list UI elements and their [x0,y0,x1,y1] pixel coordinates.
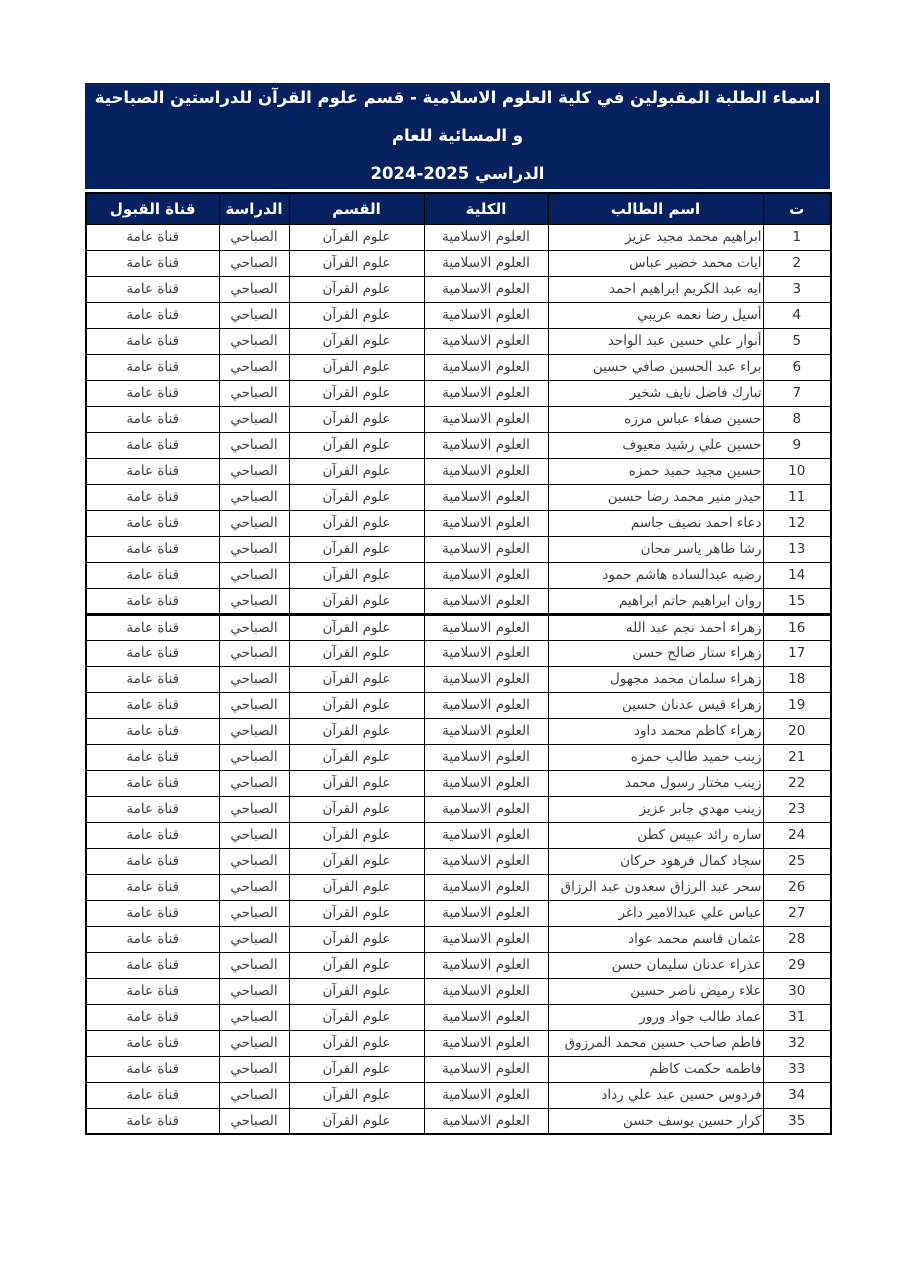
cell-name: زهراء قيس عدنان حسين [548,692,763,718]
column-header-name: اسم الطالب [548,193,763,224]
cell-college: العلوم الاسلامية [424,770,548,796]
table-row [86,952,831,978]
table-row [86,588,831,614]
cell-college: العلوم الاسلامية [424,458,548,484]
cell-channel: قناة عامة [86,640,219,666]
table-row [86,978,831,1004]
cell-study: الصباحي [219,536,289,562]
cell-name: روان ابراهيم حاتم ابراهيم [548,588,763,614]
cell-college: العلوم الاسلامية [424,432,548,458]
cell-college: العلوم الاسلامية [424,796,548,822]
cell-name: دعاء احمد نصيف جاسم [548,510,763,536]
cell-channel: قناة عامة [86,1082,219,1108]
cell-department: علوم القرآن [289,406,424,432]
cell-index: 10 [763,458,831,484]
cell-department: علوم القرآن [289,822,424,848]
column-header-study: الدراسة [219,193,289,224]
table-row [86,718,831,744]
cell-name: تبارك فاضل نايف شخير [548,380,763,406]
cell-index: 19 [763,692,831,718]
table-row [86,822,831,848]
cell-college: العلوم الاسلامية [424,874,548,900]
cell-name: كرار حسين يوسف حسن [548,1108,763,1134]
document-title-line1: اسماء الطلبة المقبولين في كلية العلوم الاسلامية - قسم علوم القرآن للدراستين الصباحية و المسائية للعام [94,88,821,145]
cell-channel: قناة عامة [86,224,219,250]
cell-channel: قناة عامة [86,328,219,354]
cell-name: ابراهيم محمد مجيد عزيز [548,224,763,250]
cell-college: العلوم الاسلامية [424,536,548,562]
cell-college: العلوم الاسلامية [424,744,548,770]
cell-department: علوم القرآن [289,328,424,354]
cell-department: علوم القرآن [289,614,424,640]
cell-college: العلوم الاسلامية [424,484,548,510]
document-title-line2: الدراسي 2025-2024 [370,164,545,183]
cell-index: 12 [763,510,831,536]
table-row [86,1004,831,1030]
cell-department: علوم القرآن [289,926,424,952]
table-row [86,640,831,666]
cell-index: 28 [763,926,831,952]
cell-channel: قناة عامة [86,380,219,406]
cell-department: علوم القرآن [289,588,424,614]
cell-name: ايات محمد خضير عباس [548,250,763,276]
table-row [86,926,831,952]
cell-channel: قناة عامة [86,744,219,770]
cell-channel: قناة عامة [86,926,219,952]
cell-index: 26 [763,874,831,900]
cell-study: الصباحي [219,952,289,978]
cell-department: علوم القرآن [289,250,424,276]
cell-channel: قناة عامة [86,874,219,900]
cell-department: علوم القرآن [289,536,424,562]
cell-study: الصباحي [219,666,289,692]
cell-name: سحر عبد الرزاق سعدون عبد الرزاق [548,874,763,900]
cell-study: الصباحي [219,354,289,380]
cell-index: 16 [763,614,831,640]
table-row [86,848,831,874]
cell-name: زينب حميد طالب حمزه [548,744,763,770]
cell-name: حسين علي رشيد معيوف [548,432,763,458]
cell-channel: قناة عامة [86,614,219,640]
cell-study: الصباحي [219,302,289,328]
cell-college: العلوم الاسلامية [424,692,548,718]
cell-name: عماد طالب جواد ورور [548,1004,763,1030]
cell-name: ايه عبد الكريم ابراهيم احمد [548,276,763,302]
cell-college: العلوم الاسلامية [424,250,548,276]
table-row [86,1056,831,1082]
cell-index: 13 [763,536,831,562]
cell-college: العلوم الاسلامية [424,276,548,302]
cell-channel: قناة عامة [86,302,219,328]
cell-name: فاطمه حكمت كاظم [548,1056,763,1082]
cell-college: العلوم الاسلامية [424,822,548,848]
cell-college: العلوم الاسلامية [424,380,548,406]
cell-channel: قناة عامة [86,848,219,874]
document-title [85,83,830,189]
cell-department: علوم القرآن [289,770,424,796]
cell-study: الصباحي [219,1082,289,1108]
cell-study: الصباحي [219,250,289,276]
cell-name: علاء رميض ناصر حسين [548,978,763,1004]
cell-channel: قناة عامة [86,952,219,978]
table-row [86,458,831,484]
cell-name: أسيل رضا نعمه عريبي [548,302,763,328]
cell-study: الصباحي [219,380,289,406]
table-row [86,744,831,770]
table-header-row [86,193,831,224]
cell-department: علوم القرآن [289,484,424,510]
cell-index: 34 [763,1082,831,1108]
cell-study: الصباحي [219,406,289,432]
cell-index: 1 [763,224,831,250]
cell-name: فردوس حسين عبد علي رداد [548,1082,763,1108]
cell-channel: قناة عامة [86,276,219,302]
cell-index: 7 [763,380,831,406]
cell-channel: قناة عامة [86,250,219,276]
table-row [86,562,831,588]
cell-index: 24 [763,822,831,848]
cell-channel: قناة عامة [86,536,219,562]
cell-college: العلوم الاسلامية [424,1030,548,1056]
cell-index: 25 [763,848,831,874]
cell-department: علوم القرآن [289,692,424,718]
students-table [85,192,832,1135]
table-row [86,250,831,276]
cell-college: العلوم الاسلامية [424,640,548,666]
cell-department: علوم القرآن [289,432,424,458]
cell-index: 20 [763,718,831,744]
cell-college: العلوم الاسلامية [424,406,548,432]
cell-department: علوم القرآن [289,224,424,250]
table-row [86,406,831,432]
cell-department: علوم القرآن [289,458,424,484]
cell-study: الصباحي [219,640,289,666]
table-row [86,692,831,718]
cell-study: الصباحي [219,1056,289,1082]
cell-college: العلوم الاسلامية [424,354,548,380]
table-row [86,328,831,354]
cell-name: عثمان قاسم محمد عواد [548,926,763,952]
cell-channel: قناة عامة [86,510,219,536]
cell-study: الصباحي [219,224,289,250]
cell-study: الصباحي [219,458,289,484]
cell-college: العلوم الاسلامية [424,224,548,250]
cell-study: الصباحي [219,328,289,354]
cell-college: العلوم الاسلامية [424,978,548,1004]
cell-channel: قناة عامة [86,406,219,432]
cell-index: 8 [763,406,831,432]
cell-name: زهراء كاظم محمد داود [548,718,763,744]
table-row [86,874,831,900]
cell-department: علوم القرآن [289,276,424,302]
cell-department: علوم القرآن [289,744,424,770]
cell-name: زهراء احمد نجم عبد الله [548,614,763,640]
cell-study: الصباحي [219,1030,289,1056]
cell-index: 14 [763,562,831,588]
table-row [86,380,831,406]
cell-department: علوم القرآن [289,978,424,1004]
cell-study: الصباحي [219,796,289,822]
table-row [86,536,831,562]
cell-department: علوم القرآن [289,1030,424,1056]
cell-department: علوم القرآن [289,354,424,380]
cell-index: 30 [763,978,831,1004]
cell-department: علوم القرآن [289,900,424,926]
cell-name: حسين صفاء عباس مرزه [548,406,763,432]
table-row [86,484,831,510]
cell-study: الصباحي [219,978,289,1004]
cell-channel: قناة عامة [86,354,219,380]
cell-index: 29 [763,952,831,978]
cell-college: العلوم الاسلامية [424,952,548,978]
table-row [86,432,831,458]
cell-index: 5 [763,328,831,354]
table-row [86,354,831,380]
cell-college: العلوم الاسلامية [424,328,548,354]
table-body [86,224,831,1134]
cell-channel: قناة عامة [86,718,219,744]
cell-name: ساره رائد عبيس كطن [548,822,763,848]
table-row [86,666,831,692]
cell-college: العلوم الاسلامية [424,588,548,614]
table-row [86,1108,831,1134]
column-header-index: ت [763,193,831,224]
cell-department: علوم القرآن [289,510,424,536]
cell-department: علوم القرآن [289,874,424,900]
cell-channel: قناة عامة [86,666,219,692]
cell-channel: قناة عامة [86,1004,219,1030]
cell-index: 33 [763,1056,831,1082]
cell-channel: قناة عامة [86,796,219,822]
cell-study: الصباحي [219,848,289,874]
cell-department: علوم القرآن [289,848,424,874]
cell-name: زهراء ستار صالح حسن [548,640,763,666]
cell-study: الصباحي [219,276,289,302]
cell-channel: قناة عامة [86,692,219,718]
cell-name: زينب مختار رسول محمد [548,770,763,796]
cell-study: الصباحي [219,1004,289,1030]
cell-channel: قناة عامة [86,1030,219,1056]
table-row [86,614,831,640]
cell-college: العلوم الاسلامية [424,926,548,952]
cell-college: العلوم الاسلامية [424,1056,548,1082]
cell-name: فاطم صاحب حسين محمد المرزوق [548,1030,763,1056]
cell-study: الصباحي [219,718,289,744]
cell-channel: قناة عامة [86,432,219,458]
cell-index: 23 [763,796,831,822]
cell-college: العلوم الاسلامية [424,1004,548,1030]
cell-channel: قناة عامة [86,562,219,588]
table-row [86,900,831,926]
cell-index: 9 [763,432,831,458]
cell-study: الصباحي [219,432,289,458]
cell-college: العلوم الاسلامية [424,1108,548,1134]
cell-index: 15 [763,588,831,614]
cell-college: العلوم الاسلامية [424,562,548,588]
cell-college: العلوم الاسلامية [424,718,548,744]
cell-study: الصباحي [219,926,289,952]
cell-name: رشا طاهر ياسر محان [548,536,763,562]
cell-college: العلوم الاسلامية [424,900,548,926]
cell-department: علوم القرآن [289,952,424,978]
cell-study: الصباحي [219,484,289,510]
table-row [86,1082,831,1108]
cell-channel: قناة عامة [86,588,219,614]
cell-index: 4 [763,302,831,328]
cell-index: 31 [763,1004,831,1030]
cell-index: 21 [763,744,831,770]
cell-channel: قناة عامة [86,1108,219,1134]
cell-college: العلوم الاسلامية [424,302,548,328]
table-row [86,224,831,250]
cell-index: 35 [763,1108,831,1134]
cell-department: علوم القرآن [289,380,424,406]
cell-college: العلوم الاسلامية [424,614,548,640]
cell-study: الصباحي [219,822,289,848]
cell-channel: قناة عامة [86,770,219,796]
cell-index: 3 [763,276,831,302]
cell-department: علوم القرآن [289,666,424,692]
cell-department: علوم القرآن [289,1082,424,1108]
cell-study: الصباحي [219,770,289,796]
table-row [86,510,831,536]
cell-name: عباس علي عبدالامير داغر [548,900,763,926]
cell-study: الصباحي [219,614,289,640]
cell-name: أنوار علي حسين عبد الواحد [548,328,763,354]
cell-channel: قناة عامة [86,1056,219,1082]
table-row [86,1030,831,1056]
cell-index: 22 [763,770,831,796]
cell-name: براء عبد الحسين صافي حسين [548,354,763,380]
cell-index: 2 [763,250,831,276]
cell-department: علوم القرآن [289,796,424,822]
cell-college: العلوم الاسلامية [424,510,548,536]
column-header-channel: قناة القبول [86,193,219,224]
cell-study: الصباحي [219,562,289,588]
table-row [86,302,831,328]
cell-department: علوم القرآن [289,1004,424,1030]
cell-channel: قناة عامة [86,978,219,1004]
cell-name: زهراء سلمان محمد مجهول [548,666,763,692]
cell-college: العلوم الاسلامية [424,1082,548,1108]
cell-channel: قناة عامة [86,484,219,510]
cell-study: الصباحي [219,510,289,536]
cell-college: العلوم الاسلامية [424,848,548,874]
cell-department: علوم القرآن [289,718,424,744]
cell-channel: قناة عامة [86,458,219,484]
cell-index: 27 [763,900,831,926]
cell-index: 11 [763,484,831,510]
cell-study: الصباحي [219,588,289,614]
column-header-department: القسم [289,193,424,224]
table-row [86,770,831,796]
cell-study: الصباحي [219,1108,289,1134]
cell-department: علوم القرآن [289,1056,424,1082]
cell-name: حسين مجيد حميد حمزه [548,458,763,484]
column-header-college: الكلية [424,193,548,224]
cell-index: 17 [763,640,831,666]
table-row [86,276,831,302]
cell-name: عذراء عدنان سليمان حسن [548,952,763,978]
cell-study: الصباحي [219,900,289,926]
cell-study: الصباحي [219,692,289,718]
cell-index: 6 [763,354,831,380]
cell-name: رضيه عبدالساده هاشم حمود [548,562,763,588]
cell-study: الصباحي [219,744,289,770]
cell-index: 32 [763,1030,831,1056]
cell-index: 18 [763,666,831,692]
cell-channel: قناة عامة [86,822,219,848]
cell-name: سجاد كمال فرهود حركان [548,848,763,874]
cell-channel: قناة عامة [86,900,219,926]
cell-department: علوم القرآن [289,302,424,328]
cell-name: حيدر منير محمد رضا حسين [548,484,763,510]
cell-department: علوم القرآن [289,562,424,588]
cell-study: الصباحي [219,874,289,900]
cell-college: العلوم الاسلامية [424,666,548,692]
cell-department: علوم القرآن [289,1108,424,1134]
cell-department: علوم القرآن [289,640,424,666]
cell-name: زينب مهدي جابر عزيز [548,796,763,822]
table-row [86,796,831,822]
